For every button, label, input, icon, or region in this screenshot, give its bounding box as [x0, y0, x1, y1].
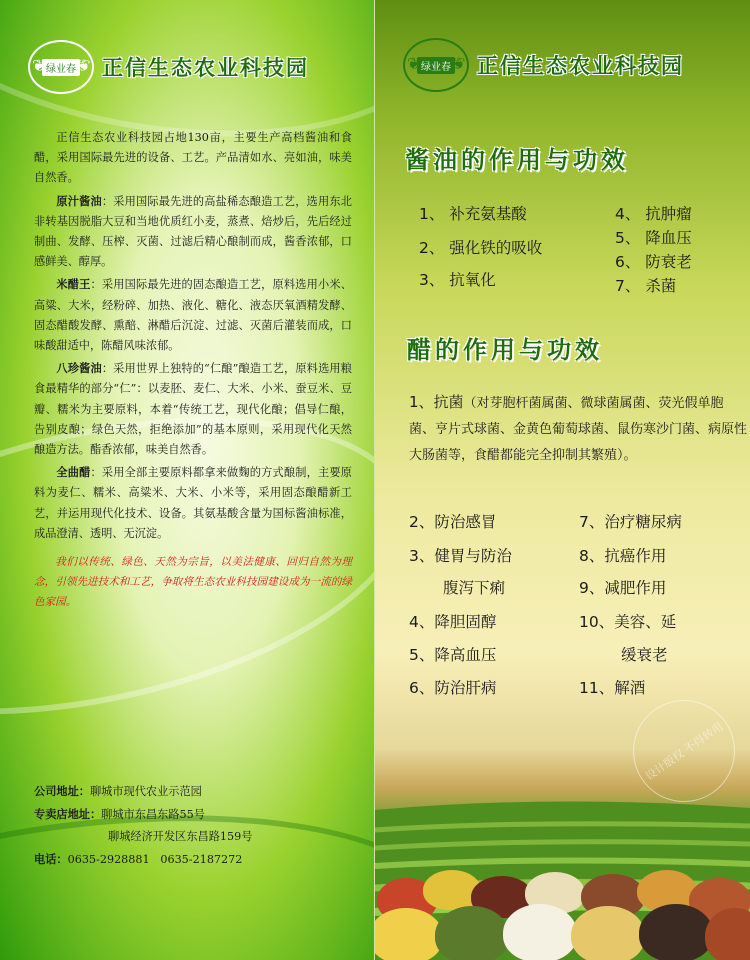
company-address-value: 聊城市现代农业示范园	[89, 785, 202, 798]
soy-benefit-item: 3、 抗氧化	[419, 271, 496, 289]
vinegar-benefit-item: 4、降胆固醇	[409, 613, 497, 631]
phone-numbers	[34, 848, 354, 871]
product-paragraph	[34, 358, 352, 460]
soy-sauce-title: 酱油的作用与功效	[405, 145, 629, 174]
product-text: ：采用国际最先进的固态酿造工艺，原料选用小米、高粱、大米，经粉碎、加热、液化、糖化、液态厌氧酒精发酵、固态醋酸发酵、熏醅、淋醋后沉淀、过滤、灭菌后灌装而成，口味酸甜适中，陈醋风味浓郁。	[34, 278, 352, 353]
product-text: ：采用国际最先进的高盐稀态酿造工艺，选用东北非转基因脱脂大豆和当地优质红小麦，蒸煮、焙炒后，先后经过制曲、发酵、压榨、灭菌、过滤后精心酿制而成，酱香浓郁，口感鲜美、醇厚。	[34, 194, 352, 269]
vinegar-benefit-item: 2、防治感冒	[409, 513, 497, 531]
vinegar-benefit-item: 3、健胃与防治	[409, 547, 512, 565]
vinegar-benefit-item: 6、防治肝病	[409, 679, 497, 697]
vinegar-benefit-item: 8、抗癌作用	[579, 547, 667, 565]
vinegar-benefit-first	[409, 390, 749, 468]
product-name: 米醋王	[56, 277, 91, 292]
product-text: ：采用全部主要原料都拿来做麴的方式酿制，主要原料为麦仁、糯米、高粱米、大米、小米等，采用固态酿醋新工艺，并运用现代化技术、设备。其氨基酸含量为国标酱油标准，成品澄清、透明、无沉淀。	[34, 466, 352, 540]
store-address-label: 专卖店地址：	[34, 807, 102, 821]
phone-label: 电话：	[34, 852, 68, 866]
vinegar-first-detail: （对芽胞杆菌属菌、微球菌属菌、荧光假单胞菌、亨片式球菌、金黄色葡萄球菌、鼠伤寒沙门菌、病原性大肠菌等，食醋都能完全抑制其繁殖）。	[409, 396, 748, 463]
soy-benefit-item: 1、 补充氨基酸	[419, 205, 527, 223]
product-paragraph	[34, 191, 352, 273]
company-address	[34, 780, 354, 803]
phone-2: 0635-2187272	[160, 853, 243, 866]
soy-benefit-item: 4、 抗肿瘤	[615, 205, 692, 223]
product-paragraph	[34, 274, 352, 356]
store-address-value: 聊城市东昌东路55号	[101, 808, 205, 821]
grain-bowl	[639, 904, 713, 960]
laurel-right-icon: ❦	[76, 56, 90, 75]
logo-stamp: 绿业春	[42, 59, 80, 76]
vinegar-benefit-item: 5、降高血压	[409, 646, 497, 664]
contact-info	[34, 780, 354, 871]
soy-benefit-item: 6、 防衰老	[615, 253, 692, 271]
grain-bowl	[375, 908, 443, 960]
logo-stamp: 绿业春	[417, 57, 455, 74]
vinegar-benefit-item: 腹泻下痢	[443, 579, 506, 597]
brand-header	[28, 40, 309, 94]
brand-name: 正信生态农业科技园	[477, 53, 684, 78]
company-description	[34, 128, 352, 614]
vinegar-title: 醋的作用与功效	[407, 335, 603, 364]
soy-benefit-item: 7、 杀菌	[615, 277, 677, 295]
store-address-2: 聊城经济开发区东昌路159号	[108, 830, 253, 843]
store-address	[34, 803, 354, 826]
phone-1: 0635-2928881	[67, 853, 150, 866]
intro-paragraph: 正信生态农业科技园占地130亩，主要生产高档酱油和食醋，采用国际最先进的设备、工艺。产品清如水、亮如油，味美自然香。	[34, 131, 352, 185]
laurel-left-icon: ❦	[32, 56, 46, 75]
company-motto: 我们以传统、绿色、天然为宗旨，以美法健康、回归自然为理念，引领先进技术和工艺，争取将生态农业科技园建设成为一流的绿色家园。	[34, 556, 352, 609]
grain-bowl	[571, 906, 645, 960]
vinegar-benefit-item: 7、治疗糖尿病	[579, 513, 682, 531]
right-panel	[375, 0, 750, 960]
vinegar-benefit-item: 缓衰老	[621, 646, 668, 664]
laurel-right-icon: ❦	[451, 54, 465, 73]
product-name: 原汁酱油	[56, 193, 102, 208]
soy-benefit-item: 5、 降血压	[615, 229, 692, 247]
laurel-left-icon: ❦	[407, 54, 421, 73]
brand-logo	[403, 38, 469, 92]
copyright-watermark: 设计版权 不得转用	[613, 680, 750, 822]
product-name: 八珍酱油	[56, 361, 102, 376]
product-text: ：采用世界上独特的“仁酿”酿造工艺，原料选用粮食最精华的部分“仁”：以麦胚、麦仁、大米、小米、蚕豆米、豆瓣、糯米为主要原料，本着“传统工艺，现代化酿；倡导仁酿，告别皮酿；绿色天然，拒绝添加”的基本原则，采用现代化天然酿造方法。酯香浓郁，味美自然香。	[34, 362, 352, 457]
product-paragraph	[34, 462, 352, 544]
vinegar-benefit-item: 11、解酒	[579, 679, 646, 697]
vinegar-benefit-item: 10、美容、延	[579, 613, 677, 631]
brand-logo	[28, 40, 94, 94]
brand-header	[403, 38, 684, 92]
vinegar-first-label: 1、抗菌	[409, 393, 464, 411]
vinegar-benefit-item: 9、减肥作用	[579, 579, 667, 597]
brand-name: 正信生态农业科技园	[102, 55, 309, 80]
company-address-label: 公司地址：	[34, 784, 90, 798]
soy-benefit-item: 2、 强化铁的吸收	[419, 239, 543, 257]
product-name: 全曲醋	[56, 465, 91, 480]
grain-bowl	[435, 906, 509, 960]
grain-bowl	[503, 904, 577, 960]
